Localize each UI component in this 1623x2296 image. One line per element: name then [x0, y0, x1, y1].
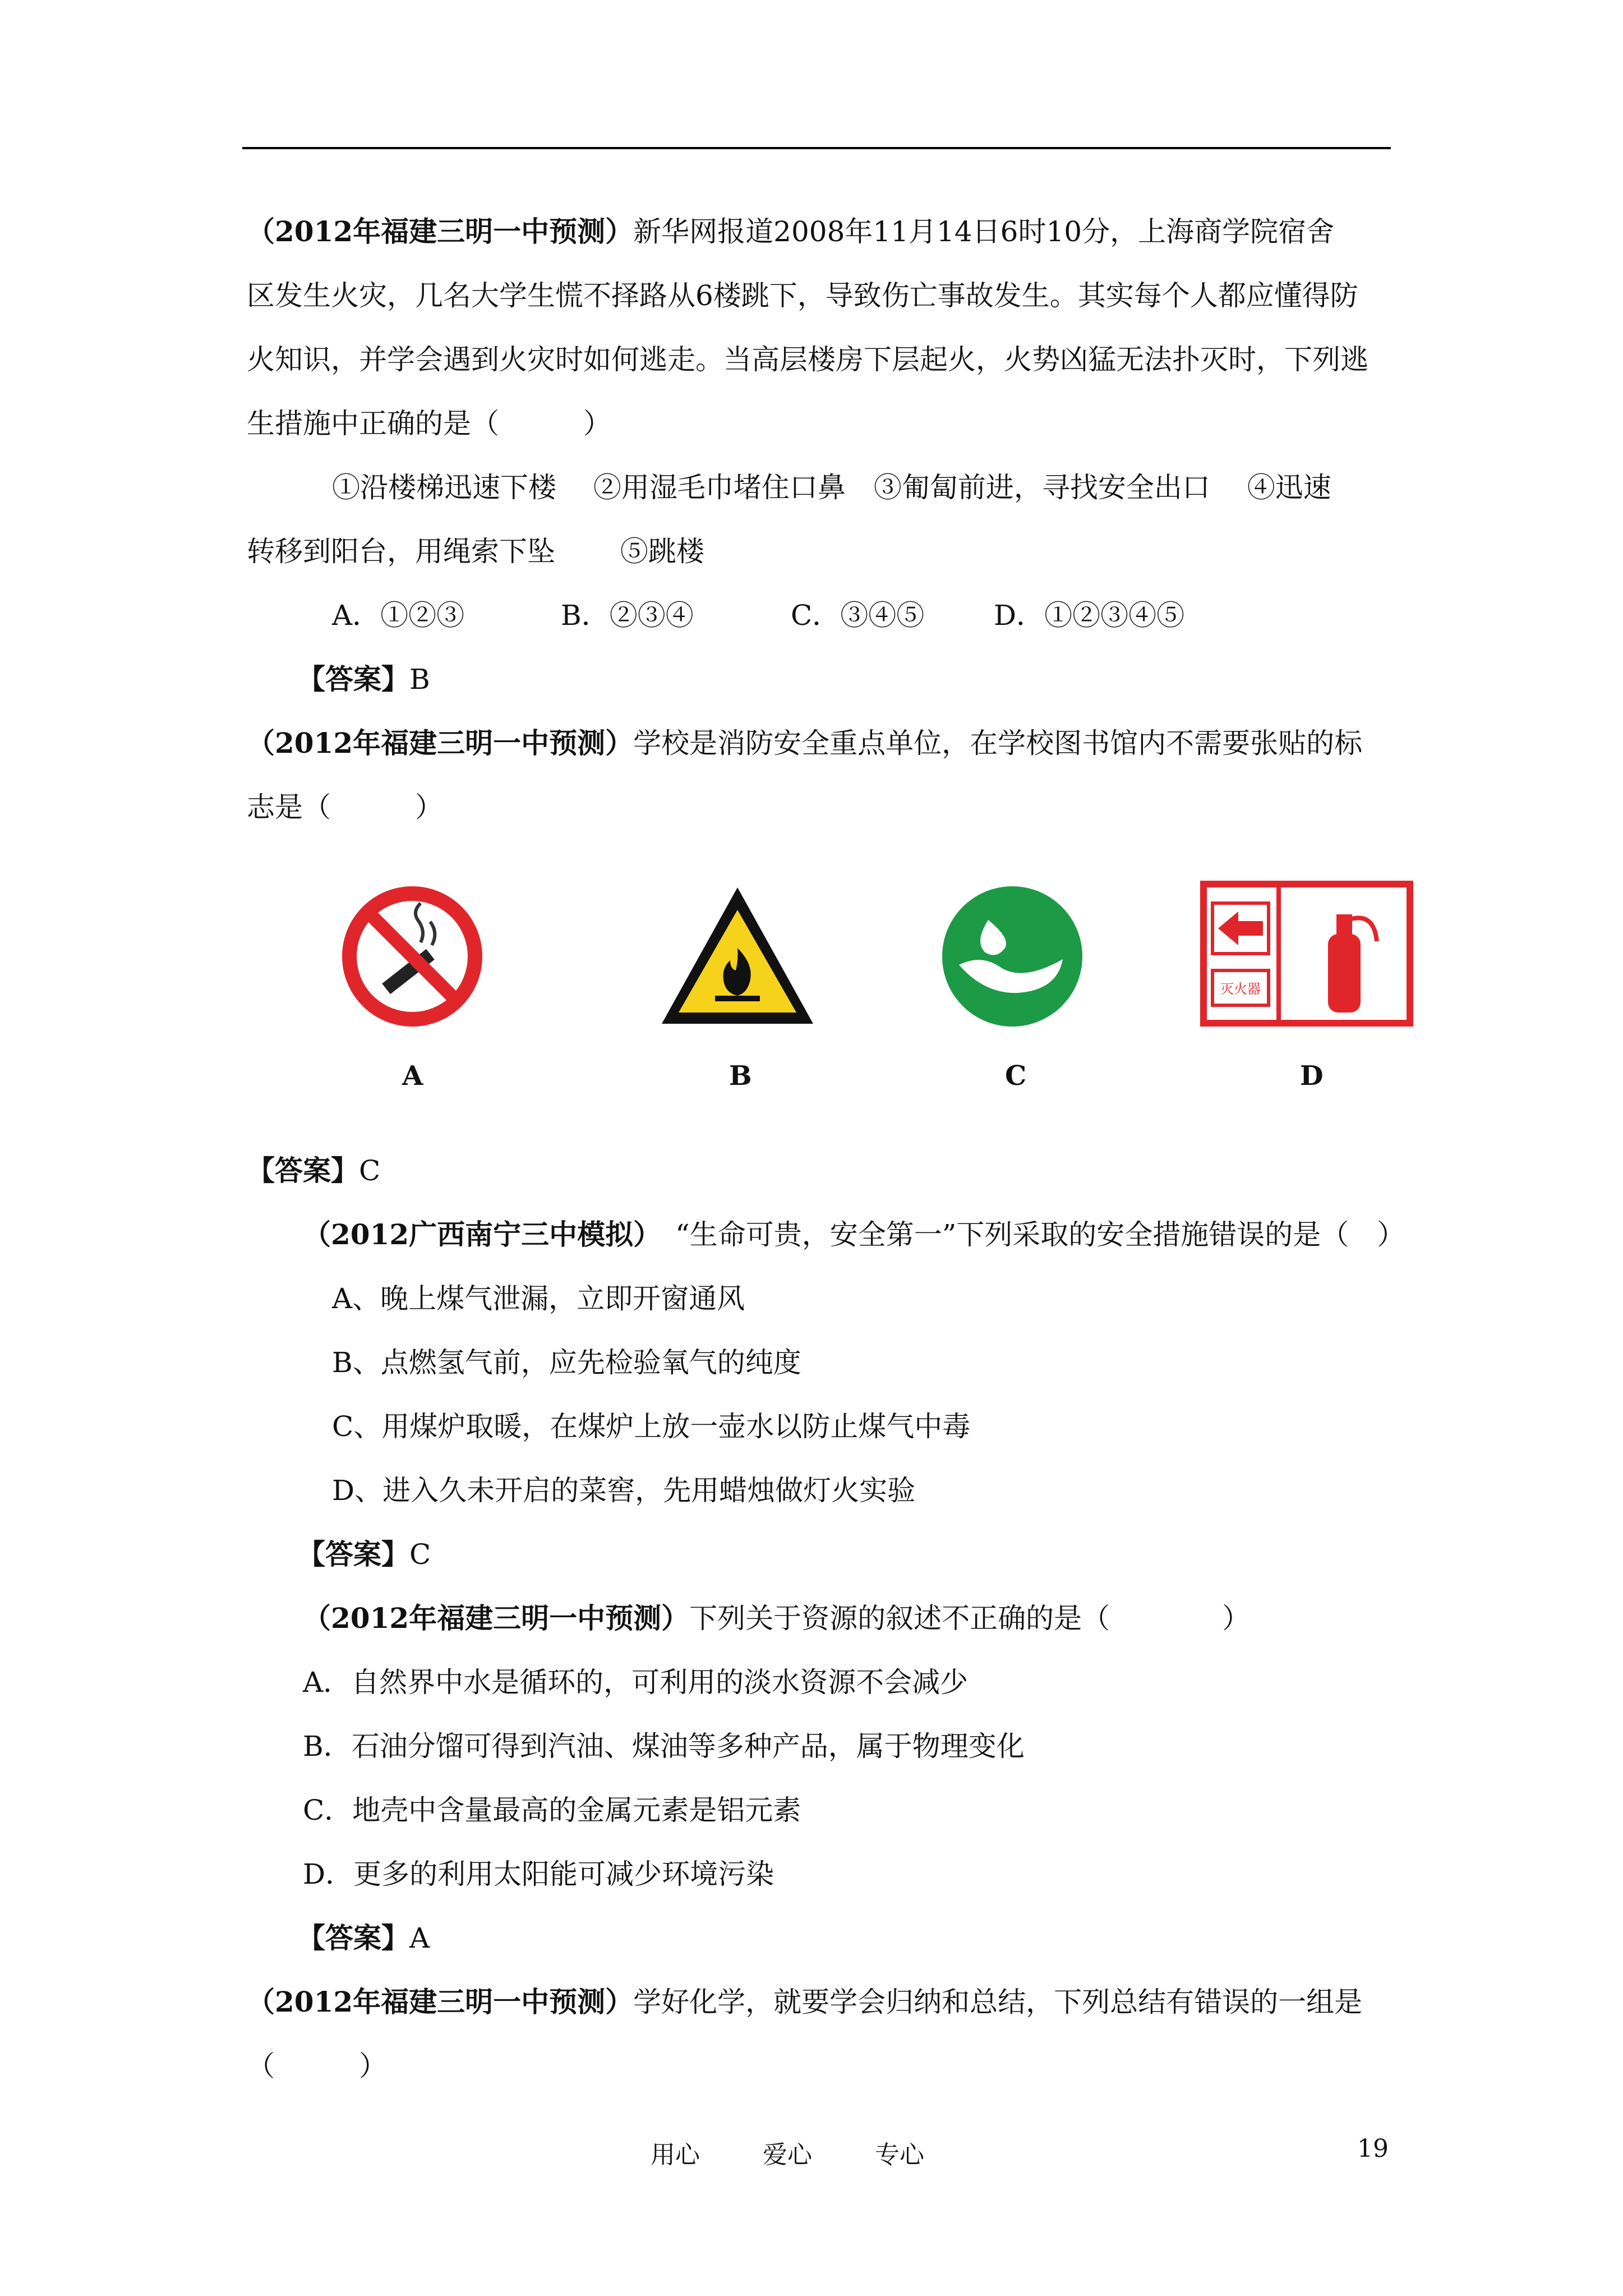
q1-items-line2: 转移到阳台，用绳索下坠 ⑤跳楼	[247, 535, 704, 568]
q2-line1	[247, 724, 1362, 763]
q4-stem-text: 下列关于资源的叙述不正确的是（ ）	[689, 1602, 1251, 1635]
fire-extinguisher-sign-icon	[1200, 881, 1413, 1027]
footer-word-3: 专心	[875, 2141, 924, 2169]
q3-option-d: D、进入久未开启的菜窖，先用蜡烛做灯火实验	[332, 1474, 916, 1507]
q4-option-a: A．自然界中水是循环的，可利用的淡水资源不会减少	[303, 1666, 969, 1699]
q3-answer-value: C	[409, 1538, 431, 1571]
q5-line1-text: 学好化学，就要学会归纳和总结，下列总结有错误的一组是	[633, 1986, 1363, 2018]
q1-source: （2012年福建三明一中预测）	[247, 215, 634, 248]
extinguisher-label: 灭火器	[1220, 981, 1261, 997]
q1-line4: 生措施中正确的是（ ）	[247, 407, 611, 440]
header-rule	[242, 147, 1391, 149]
q5-source: （2012年福建三明一中预测）	[247, 1985, 634, 2018]
q3-option-c: C、用煤炉取暖，在煤炉上放一壶水以防止煤气中毒	[332, 1410, 971, 1443]
q3-stem-text: “生命可贵，安全第一”下列采取的安全措施错误的是（ ）	[647, 1218, 1405, 1251]
q5-line1	[247, 1982, 1362, 2022]
q1-items-line1: ①沿楼梯迅速下楼 ②用湿毛巾堵住口鼻 ③匍匐前进，寻找安全出口 ④迅速	[332, 471, 1331, 504]
sign-label-c: C	[1005, 1060, 1027, 1092]
q1-option-a: A．①②③	[332, 599, 465, 632]
q4-answer-value: A	[409, 1922, 430, 1954]
q3-option-a: A、晚上煤气泄漏，立即开窗通风	[332, 1282, 745, 1315]
water-saving-sign-icon	[937, 881, 1088, 1032]
flammable-warning-sign-icon	[656, 881, 819, 1032]
safety-signs-figure	[325, 869, 1419, 1105]
q1-option-c: C．③④⑤	[791, 599, 925, 632]
q1-answer-value: B	[409, 663, 430, 696]
sign-label-a: A	[402, 1060, 423, 1092]
q2-source: （2012年福建三明一中预测）	[247, 726, 634, 760]
q2-answer	[247, 1151, 380, 1190]
q4-source: （2012年福建三明一中预测）	[303, 1602, 690, 1635]
q4-answer	[297, 1918, 430, 1958]
q3-option-b: B、点燃氢气前，应先检验氧气的纯度	[332, 1346, 801, 1379]
q4-option-d: D．更多的利用太阳能可减少环境污染	[303, 1858, 774, 1890]
sign-label-b: B	[729, 1060, 752, 1092]
q3-answer-label: 【答案】	[297, 1538, 409, 1571]
q3-source: （2012广西南宁三中模拟）	[303, 1218, 648, 1251]
q3-answer	[297, 1535, 431, 1574]
q5-line2: （ ）	[247, 2050, 387, 2082]
q2-line2: 志是（ ）	[247, 791, 443, 823]
footer-word-1: 用心	[651, 2141, 700, 2169]
q2-answer-label: 【答案】	[247, 1154, 359, 1187]
sign-label-d: D	[1300, 1060, 1324, 1092]
q1-line1	[247, 212, 1334, 251]
q4-option-c: C．地壳中含量最高的金属元素是铝元素	[303, 1794, 801, 1826]
q3-stem	[303, 1215, 1405, 1254]
q2-line1-text: 学校是消防安全重点单位，在学校图书馆内不需要张贴的标	[633, 727, 1363, 760]
footer-word-2: 爱心	[763, 2141, 812, 2169]
q1-line1-text: 新华网报道2008年11月14日6时10分，上海商学院宿舍	[633, 215, 1335, 248]
q1-option-d: D．①②③④⑤	[994, 599, 1185, 632]
q1-option-b: B．②③④	[561, 599, 694, 632]
q2-answer-value: C	[359, 1154, 381, 1187]
q1-line2: 区发生火灾，几名大学生慌不择路从6楼跳下，导致伤亡事故发生。其实每个人都应懂得防	[247, 279, 1358, 312]
q4-stem	[303, 1599, 1250, 1638]
q4-option-b: B．石油分馏可得到汽油、煤油等多种产品，属于物理变化	[303, 1730, 1025, 1763]
q1-answer-label: 【答案】	[297, 662, 409, 696]
page-number: 19	[1357, 2134, 1389, 2163]
no-smoking-sign-icon	[336, 881, 488, 1032]
q1-line3: 火知识，并学会遇到火灾时如何逃走。当高层楼房下层起火，火势凶猛无法扑灭时，下列逃	[247, 343, 1368, 376]
q1-answer	[297, 660, 430, 699]
q4-answer-label: 【答案】	[297, 1921, 409, 1954]
